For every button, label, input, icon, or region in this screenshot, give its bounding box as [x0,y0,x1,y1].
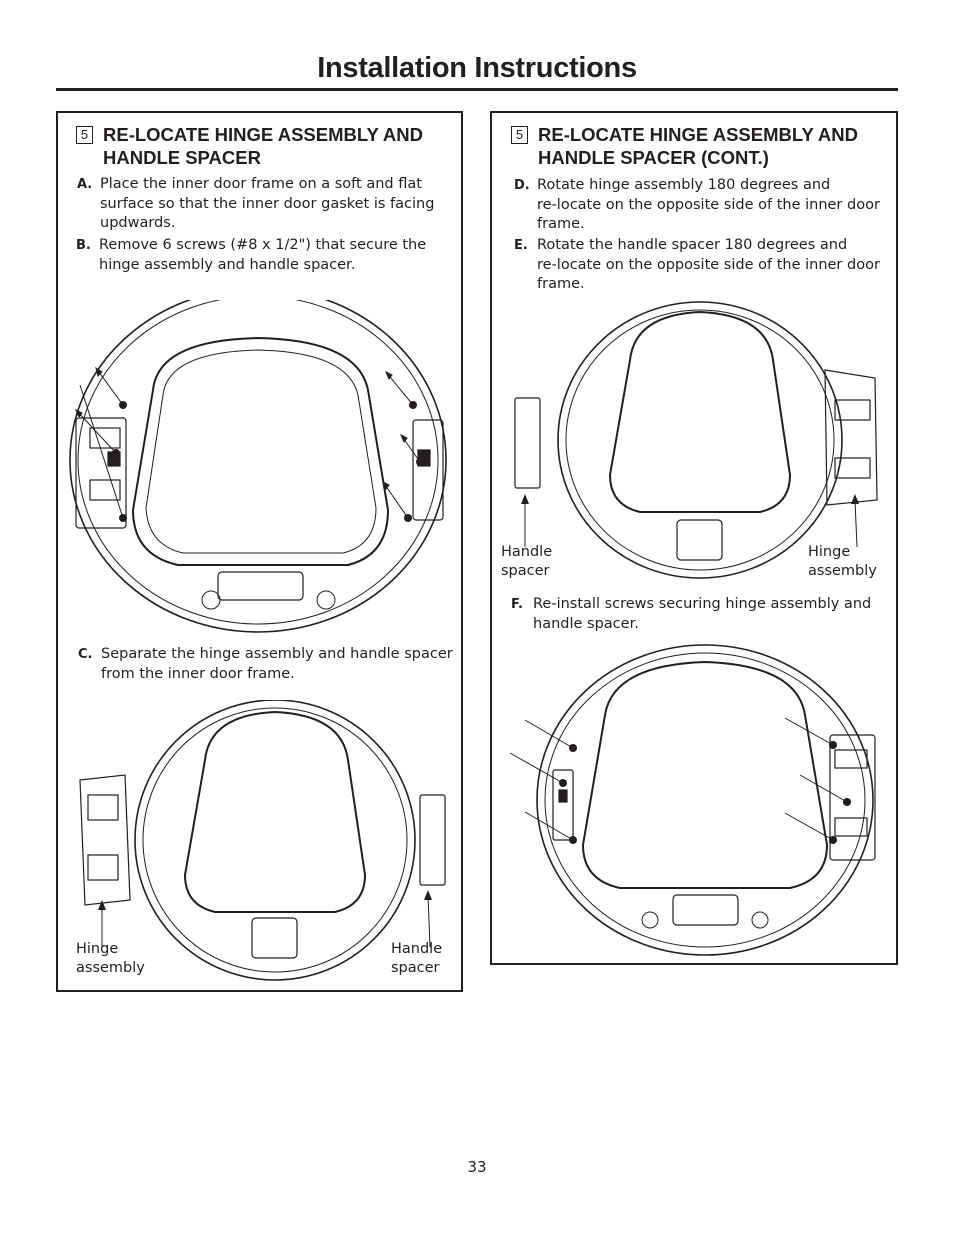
instruction-line: updwards. [100,215,176,231]
caption-handle-spacer-left: Handle spacer [391,941,443,976]
caption-handle-spacer-right: Handle spacer [501,544,553,579]
step-number-box: 5 [76,126,93,144]
step-letter: F. [511,597,523,612]
door-frame-figure-remove-screws [68,300,453,635]
drain-hole [752,912,768,928]
instruction-e [514,236,892,295]
door-frame-outline [537,645,873,955]
step-heading-right [511,123,891,171]
step-heading-line1: RE-LOCATE HINGE ASSEMBLY AND [538,124,859,145]
door-window-opening [610,312,790,512]
instruction-line: Place the inner door frame on a soft and flat [100,176,422,192]
door-window-opening [133,338,388,565]
caption-hinge-assembly-left: Hinge assembly [76,941,145,976]
door-frame-outline [558,302,842,578]
handle-spacer-installed [413,420,443,520]
door-window-opening [185,712,365,912]
title-rule [56,88,898,91]
door-frame-figure-reinstall-screws [505,640,885,960]
instruction-line: Re-install screws securing hinge assembly and [533,596,872,612]
instruction-line: hinge assembly and handle spacer. [99,256,356,273]
hinge-assembly-installed [76,418,126,528]
step-letter: C. [78,647,93,662]
step-letter: B. [76,238,91,253]
handle-spacer-relocated [515,398,540,488]
instruction-line: Rotate hinge assembly 180 degrees and [537,177,831,193]
instruction-line: Separate the hinge assembly and handle spacer [101,646,453,662]
hinge-assembly-separated [80,775,130,905]
screw-markers [112,401,424,522]
page-number: 33 [467,1158,487,1176]
instruction-line: surface so that the inner door gasket is facing [100,195,435,212]
step-heading-line2: HANDLE SPACER (CONT.) [538,147,769,168]
instruction-line: from the inner door frame. [101,665,295,682]
instruction-line: Remove 6 screws (#8 x 1/2") that secure the [99,237,427,253]
instruction-line: frame. [537,276,585,292]
instruction-f [511,595,891,634]
screw-markers [559,741,851,844]
page-title: Installation Instructions [317,52,637,84]
door-window-opening [583,662,827,888]
instruction-b [76,236,456,275]
handle-recess [252,918,297,958]
handle-spacer-separated [420,795,445,885]
handle-recess [673,895,738,925]
drain-hole [642,912,658,928]
step-letter: A. [77,177,93,192]
instruction-line: Rotate the handle spacer 180 degrees and [537,237,848,253]
step-heading-line2: HANDLE SPACER [103,147,261,168]
pointer-arrow [855,500,857,547]
drain-hole [202,591,220,609]
step-heading-left [76,123,446,171]
instruction-line: frame. [537,216,585,232]
handle-recess [677,520,722,560]
step-letter: E. [514,238,528,253]
caption-hinge-assembly-right: Hinge assembly [808,544,877,579]
handle-recess [218,572,303,600]
instruction-d [514,176,892,235]
instruction-line: re-locate on the opposite side of the inner door [537,256,880,273]
door-frame-outline [135,700,415,980]
instruction-line: re-locate on the opposite side of the inner door [537,196,880,213]
drain-hole [317,591,335,609]
instruction-line: handle spacer. [533,615,639,632]
step-letter: D. [514,178,530,193]
step-number-box: 5 [511,126,528,144]
instruction-c [78,645,458,684]
instruction-a [77,175,457,234]
step-heading-line1: RE-LOCATE HINGE ASSEMBLY AND [103,124,424,145]
